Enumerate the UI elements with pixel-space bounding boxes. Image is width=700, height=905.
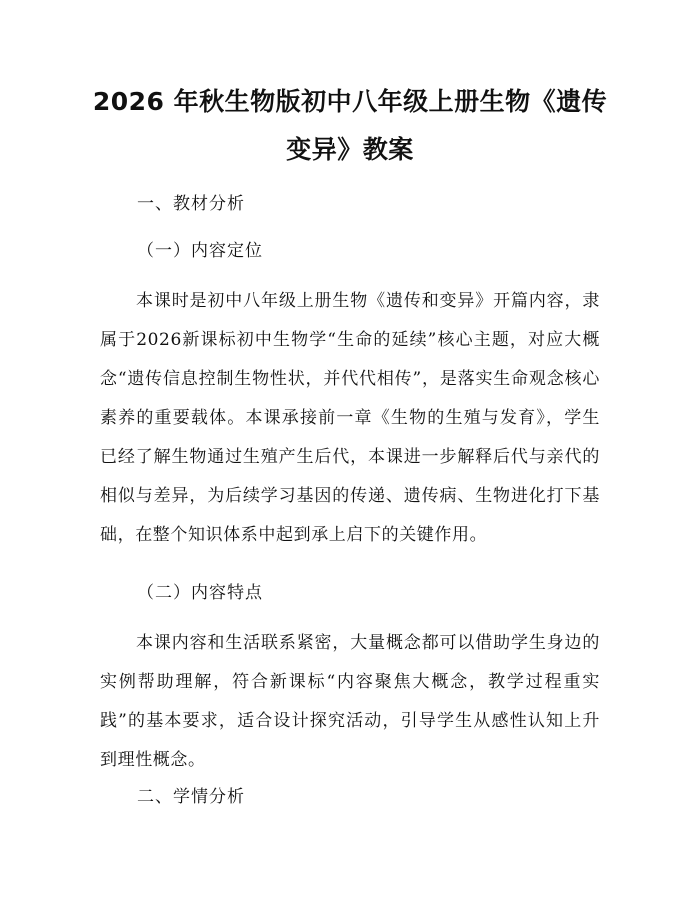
paragraph-content-positioning: 本课时是初中八年级上册生物《遗传和变异》开篇内容，隶属于2026新课标初中生物学“生命的延续”核心主题，对应大概念“遗传信息控制生物性状，并代代相传”，是落实生命观念核心素养的重要载体。本课承接前一章《生物的生殖与发育》，学生已经了解生物通过生殖产生后代，本课进一步解释后代与亲代的相似与差异，为后续学习基因的传递、遗传病、生物进化打下基础，在整个知识体系中起到承上启下的关键作用。 bbox=[100, 291, 600, 545]
document-title-line-2: 变异》教案 bbox=[286, 135, 414, 164]
section-heading-textbook-analysis: 一、教材分析 bbox=[137, 194, 245, 214]
document-title-line-1: 2026 年秋生物版初中八年级上册生物《遗传 bbox=[92, 87, 608, 116]
paragraph-content-features: 本课内容和生活联系紧密，大量概念都可以借助学生身边的实例帮助理解，符合新课标“内容聚焦大概念，教学过程重实践”的基本要求，适合设计探究活动，引导学生从感性认知上升到理性概念。 bbox=[100, 633, 600, 770]
subsection-heading-content-features: （二）内容特点 bbox=[137, 583, 263, 603]
section-heading-student-analysis: 二、学情分析 bbox=[137, 787, 245, 807]
subsection-heading-content-positioning: （一）内容定位 bbox=[137, 241, 263, 261]
